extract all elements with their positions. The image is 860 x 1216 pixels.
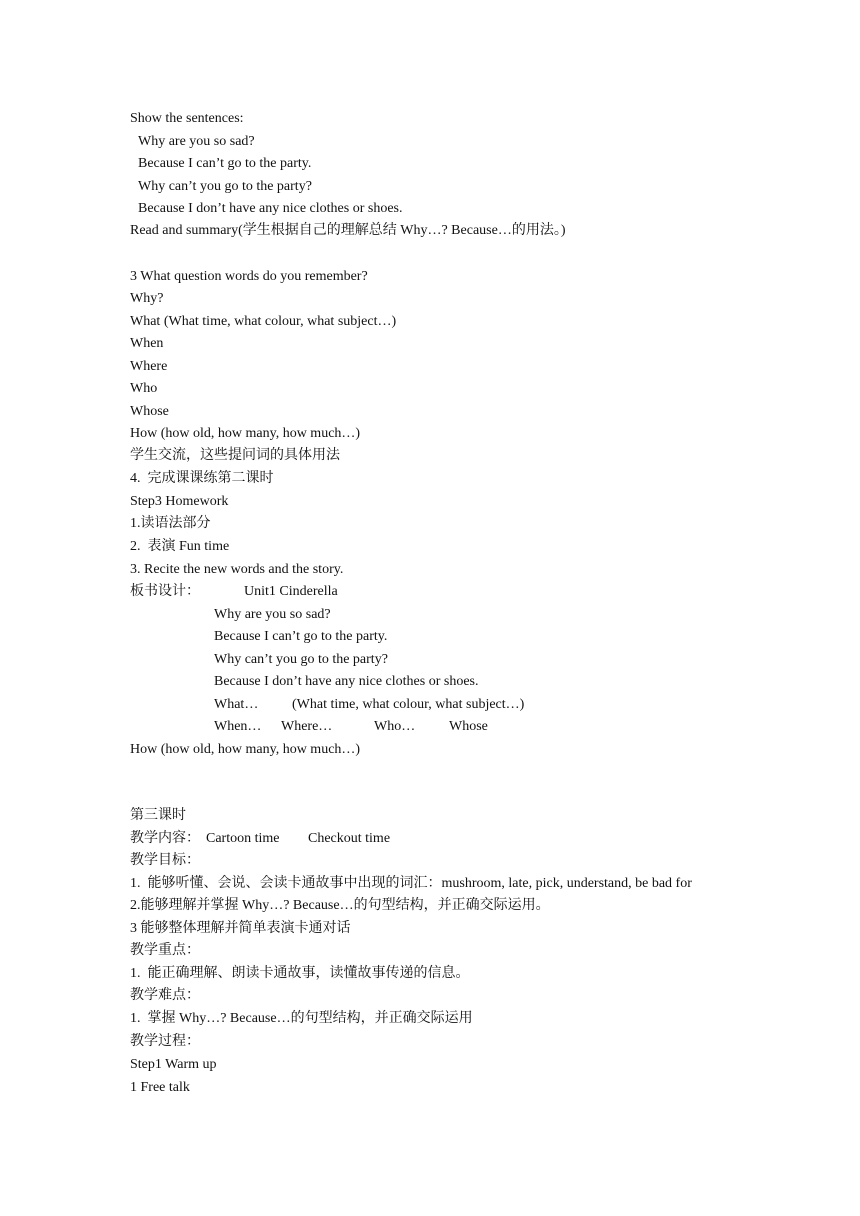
- lesson3-step1: Step1 Warm up: [130, 1057, 217, 1072]
- lesson3-process-label: 教学过程：: [130, 1034, 200, 1049]
- question-word-why: Why?: [130, 291, 164, 306]
- board-word-who: Who…: [374, 719, 416, 734]
- sentence-1: Why are you so sad?: [138, 134, 255, 149]
- board-how-line: How (how old, how many, how much…): [130, 742, 361, 757]
- homework-item-3: 3. Recite the new words and the story.: [130, 562, 344, 577]
- sentence-3: Why can’t you go to the party?: [138, 179, 312, 194]
- question-words-heading: 3 What question words do you remember?: [130, 269, 368, 284]
- lesson3-key-point-1: 1. 能正确理解、朗读卡通故事，读懂故事传递的信息。: [130, 966, 470, 981]
- lesson3-free-talk: 1 Free talk: [130, 1080, 190, 1095]
- homework-item-1: 1.读语法部分: [130, 516, 211, 531]
- show-sentences-label: Show the sentences:: [130, 111, 244, 126]
- question-word-when: When: [130, 336, 164, 351]
- lesson3-goals-label: 教学目标：: [130, 853, 200, 868]
- lesson3-content-checkout: Checkout time: [308, 831, 391, 846]
- lesson3-goal-2: 2.能够理解并掌握 Why…? Because…的句型结构，并正确交际运用。: [130, 898, 550, 913]
- lesson3-difficulty-1: 1. 掌握 Why…? Because…的句型结构，并正确交际运用: [130, 1011, 473, 1026]
- board-what-word: What…: [214, 697, 259, 712]
- board-line-4: Because I don’t have any nice clothes or shoes.: [214, 674, 479, 689]
- board-line-1: Why are you so sad?: [214, 607, 331, 622]
- lesson3-content-label: 教学内容：: [130, 831, 200, 846]
- lesson3-heading: 第三课时: [130, 808, 186, 823]
- step4-line: 4. 完成课课练第二课时: [130, 471, 274, 486]
- lesson3-goal-3: 3 能够整体理解并简单表演卡通对话: [130, 921, 351, 936]
- board-label: 板书设计：: [130, 584, 200, 599]
- question-word-who: Who: [130, 381, 158, 396]
- lesson3-content-cartoon: Cartoon time: [206, 831, 280, 846]
- board-line-3: Why can’t you go to the party?: [214, 652, 388, 667]
- board-word-when: When…: [214, 719, 262, 734]
- homework-heading: Step3 Homework: [130, 494, 229, 509]
- question-word-what: What (What time, what colour, what subject…): [130, 314, 397, 329]
- board-line-2: Because I can’t go to the party.: [214, 629, 388, 644]
- question-word-whose: Whose: [130, 404, 169, 419]
- lesson3-difficulties-label: 教学难点：: [130, 988, 200, 1003]
- read-summary-line: Read and summary(学生根据自己的理解总结 Why…? Because…的用法。): [130, 223, 566, 238]
- exchange-note: 学生交流，这些提问词的具体用法: [130, 448, 340, 463]
- board-title: Unit1 Cinderella: [244, 584, 338, 599]
- sentence-4: Because I don’t have any nice clothes or shoes.: [138, 201, 403, 216]
- sentence-2: Because I can’t go to the party.: [138, 156, 312, 171]
- homework-item-2: 2. 表演 Fun time: [130, 539, 230, 554]
- question-word-where: Where: [130, 359, 168, 374]
- question-word-how: How (how old, how many, how much…): [130, 426, 361, 441]
- board-what-detail: (What time, what colour, what subject…): [292, 697, 525, 712]
- board-word-whose: Whose: [449, 719, 488, 734]
- board-word-where: Where…: [281, 719, 333, 734]
- lesson3-goal-1: 1. 能够听懂、会说、会读卡通故事中出现的词汇：mushroom, late, pick, understand, be bad for: [130, 876, 692, 891]
- lesson3-key-points-label: 教学重点：: [130, 943, 200, 958]
